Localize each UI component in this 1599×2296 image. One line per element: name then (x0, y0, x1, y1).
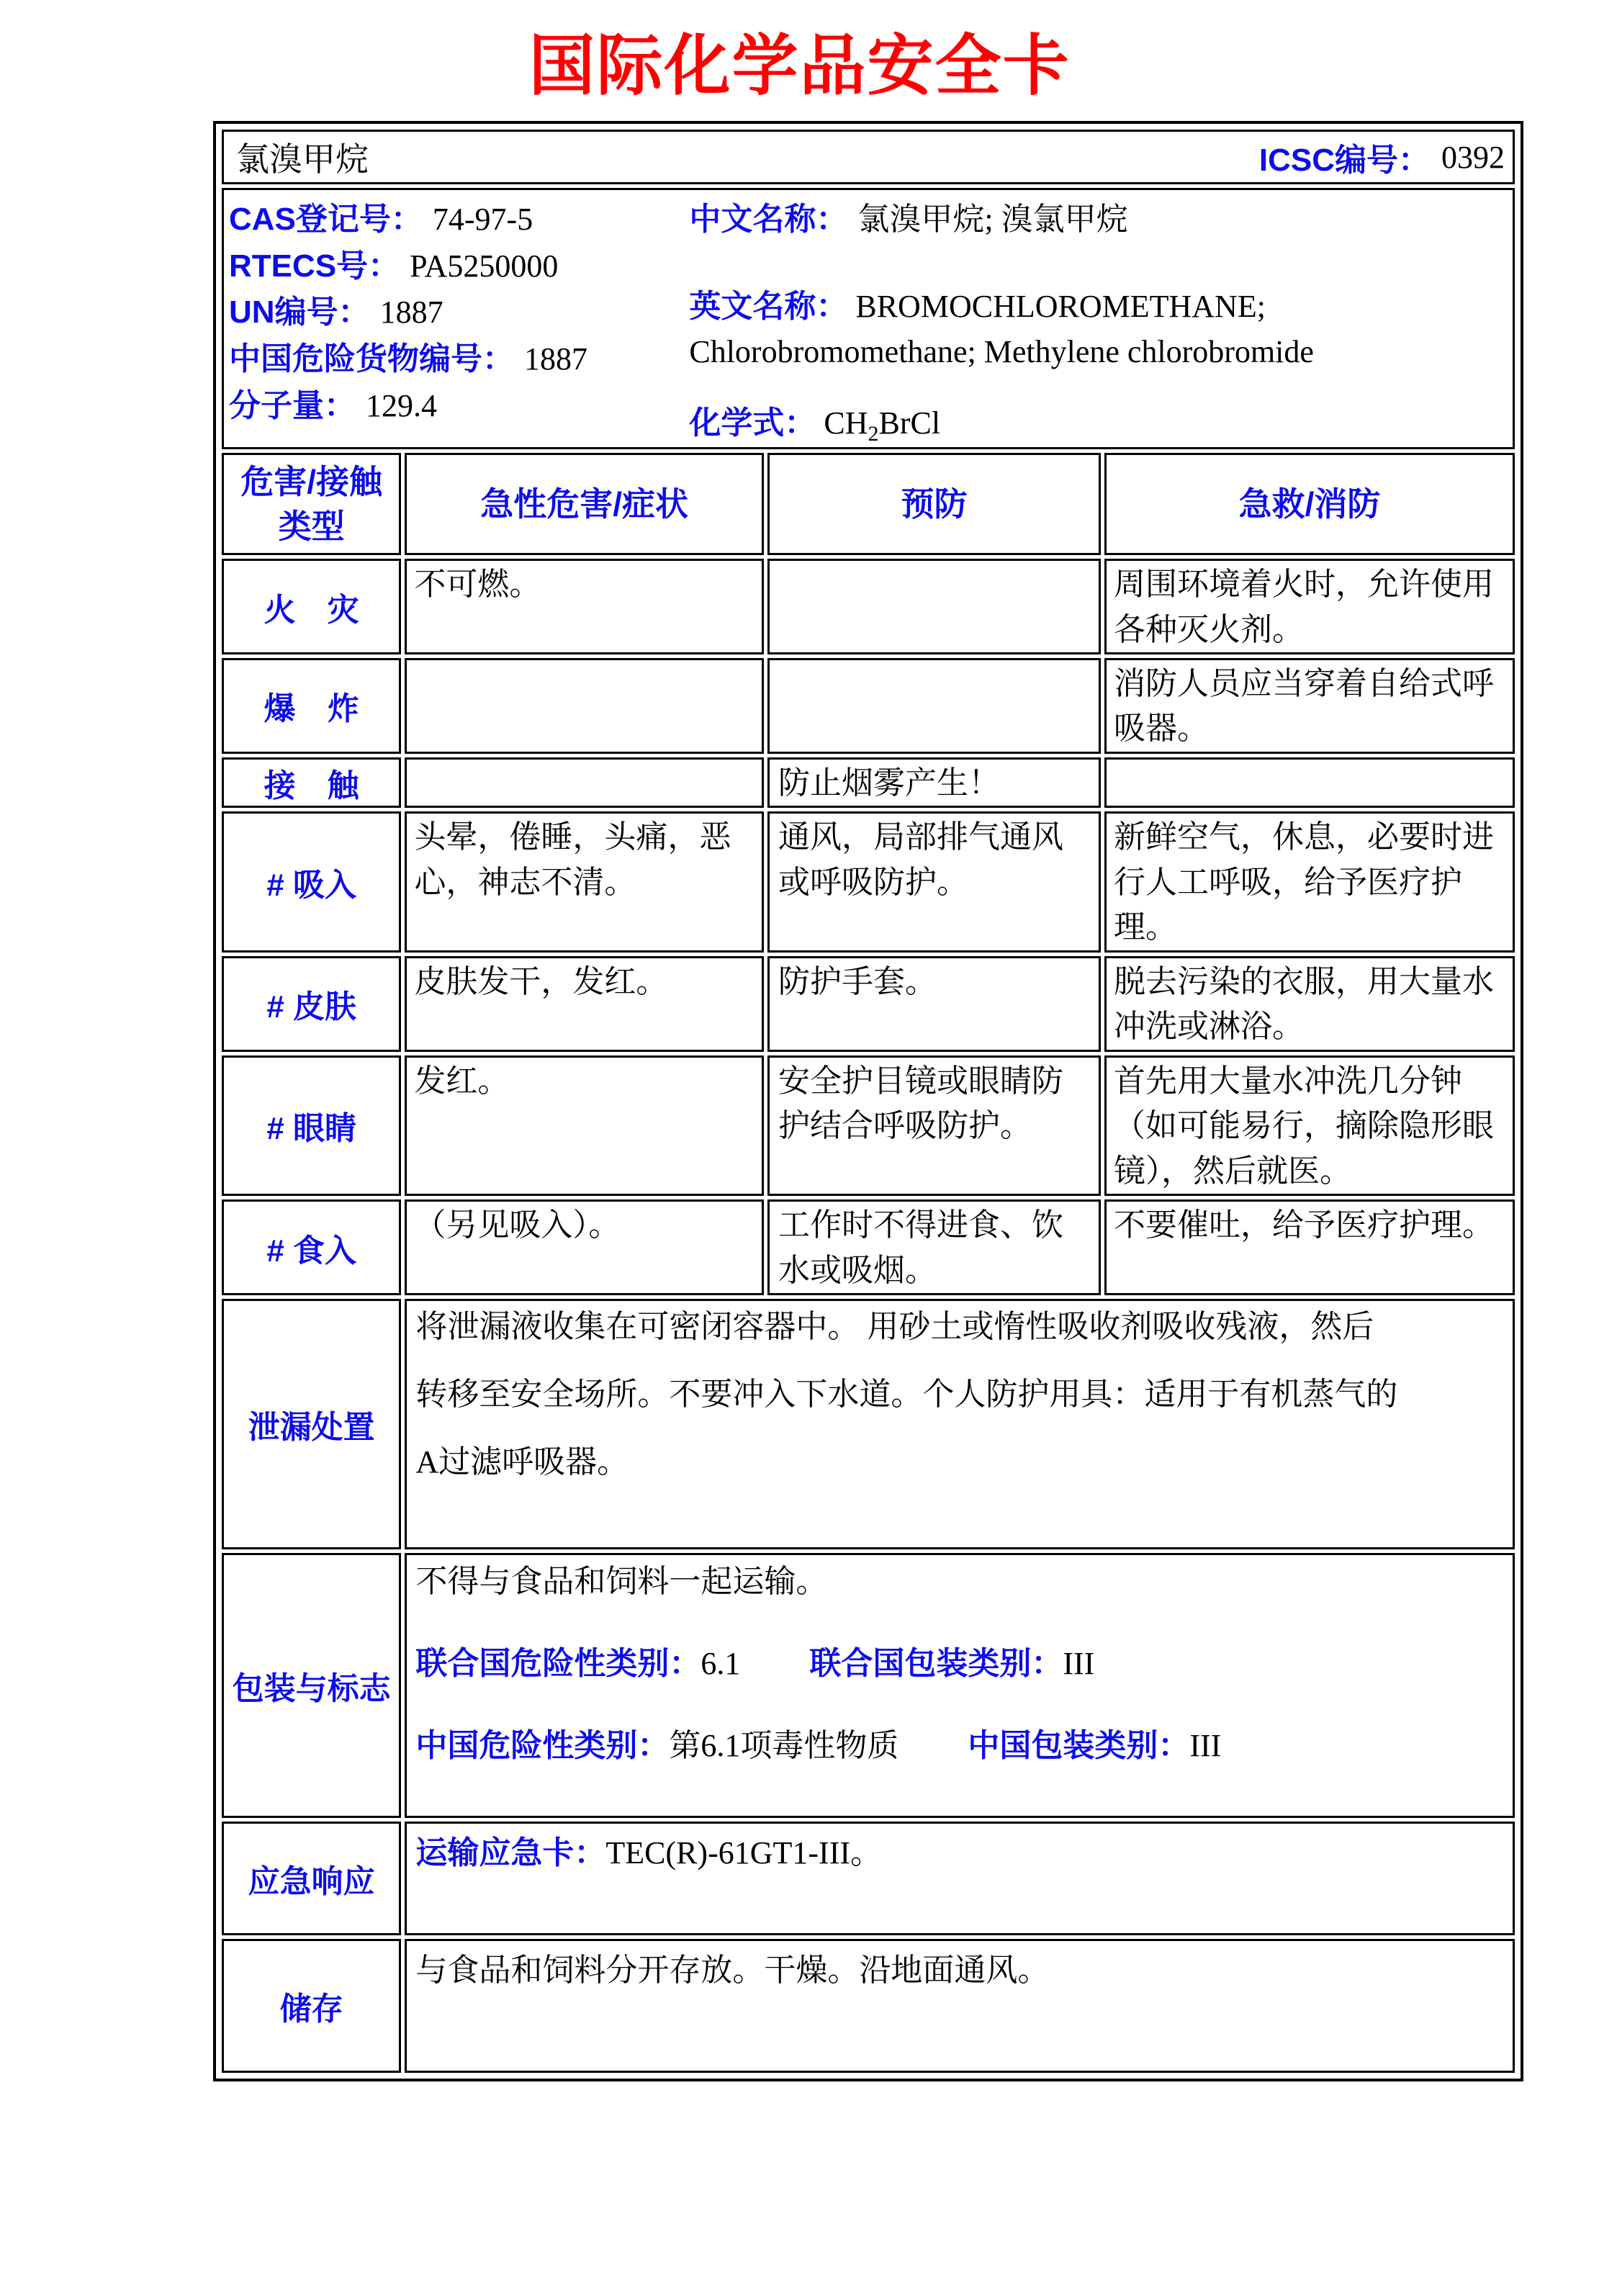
emergency-content (405, 1822, 1515, 1935)
un-packing-group-value: III (1063, 1646, 1095, 1682)
section-label-packaging: 包装与标志 (222, 1553, 401, 1818)
explosion-prevention (767, 658, 1101, 754)
cn-name-value: 氯溴甲烷; 溴氯甲烷 (857, 202, 1128, 237)
cas-label: CAS登记号： (229, 202, 423, 237)
col-header-first-aid: 急救/消防 (1104, 453, 1515, 555)
rtecs-value: PA5250000 (410, 248, 559, 284)
page-title: 国际化学品安全卡 (528, 30, 1071, 103)
hazard-type-eyes: # 眼睛 (222, 1055, 401, 1196)
eyes-first-aid: 首先用大量水冲洗几分钟（如可能易行，摘除隐形眼镜），然后就医。 (1104, 1055, 1515, 1196)
formula-line (689, 397, 1508, 446)
icsc-number (1259, 134, 1505, 180)
hazard-type-ingestion: # 食入 (222, 1199, 401, 1295)
storage-text: 与食品和饲料分开存放。干燥。沿地面通风。 (415, 1953, 1050, 1989)
un-hazard-class-value: 6.1 (701, 1646, 741, 1682)
cn-code-label: 中国危险货物编号： (229, 341, 514, 377)
formula-value: $CH_2BrCl$ (824, 405, 941, 446)
table-row-storage (222, 1939, 1515, 2073)
un-packing-group-label: 联合国包装类别： (809, 1646, 1063, 1682)
un-classification-line (415, 1640, 1503, 1688)
table-row-eyes (222, 1055, 1515, 1196)
un-label: UN编号： (229, 294, 370, 330)
rtecs-label: RTECS号： (229, 248, 400, 284)
table-row-contact (222, 757, 1515, 808)
inhalation-symptoms: 头晕，倦睡，头痛，恶心，神志不清。 (405, 811, 764, 952)
contact-symptoms (405, 757, 764, 808)
cn-name-label: 中文名称： (689, 202, 848, 237)
spillage-content (405, 1299, 1515, 1549)
hazard-header-row (222, 453, 1515, 555)
ingestion-prevention: 工作时不得进食、饮水或吸烟。 (767, 1199, 1101, 1295)
cn-classification-line (415, 1722, 1503, 1770)
hazard-type-explosion: 爆 炸 (222, 658, 401, 754)
table-row-emergency (222, 1822, 1515, 1935)
icsc-label: ICSC编号： (1258, 143, 1430, 178)
cas-value: 74-97-5 (432, 202, 533, 237)
hazard-type-contact: 接 触 (222, 757, 401, 808)
spillage-line1: 将泄漏液收集在可密闭容器中。 用砂土或惰性吸收剂吸收残液，然后 (415, 1309, 1374, 1345)
table-row-ingestion (222, 1199, 1515, 1295)
chemical-header-row (222, 130, 1515, 184)
section-label-emergency: 应急响应 (222, 1822, 401, 1935)
ingestion-symptoms: （另见吸入）。 (405, 1199, 764, 1295)
col-header-hazard-type: 危害/接触类型 (222, 453, 401, 555)
skin-symptoms: 皮肤发干，发红。 (405, 956, 764, 1052)
identifiers-right-column (689, 197, 1508, 446)
transport-emergency-card-line (415, 1829, 1503, 1877)
molecular-weight-line (229, 383, 689, 430)
eyes-prevention: 安全护目镜或眼睛防护结合呼吸防护。 (767, 1055, 1101, 1196)
contact-prevention: 防止烟雾产生！ (767, 757, 1101, 808)
table-row-packaging (222, 1553, 1515, 1818)
col-header-symptoms: 急性危害/症状 (405, 453, 764, 555)
hazard-type-skin: # 皮肤 (222, 956, 401, 1052)
identifiers-row (222, 188, 1515, 449)
un-number-line (229, 289, 689, 336)
eyes-symptoms: 发红。 (405, 1055, 764, 1196)
chinese-name-line (689, 197, 1508, 243)
english-name-block (689, 284, 1508, 376)
cn-hazard-class-label: 中国危险性类别： (415, 1728, 670, 1764)
table-row-fire (222, 559, 1515, 654)
table-row-skin (222, 956, 1515, 1052)
fire-prevention (767, 559, 1101, 654)
spillage-line3: A过滤呼吸器。 (415, 1444, 629, 1480)
hazard-type-inhalation: # 吸入 (222, 811, 401, 952)
cn-packing-group-label: 中国包装类别： (968, 1728, 1190, 1764)
table-row-explosion (222, 658, 1515, 754)
fire-first-aid: 周围环境着火时，允许使用各种灭火剂。 (1104, 559, 1515, 654)
table-row-inhalation (222, 811, 1515, 952)
skin-first-aid: 脱去污染的衣服，用大量水冲洗或淋浴。 (1104, 956, 1515, 1052)
section-label-spillage: 泄漏处置 (222, 1299, 401, 1549)
cn-packing-group-value: III (1189, 1728, 1222, 1764)
explosion-first-aid: 消防人员应当穿着自给式呼吸器。 (1104, 658, 1515, 754)
safety-card-table (218, 126, 1518, 2076)
identifiers-left-column (229, 197, 689, 446)
un-hazard-class-label: 联合国危险性类别： (415, 1646, 701, 1682)
table-row-spillage (222, 1299, 1515, 1549)
chemical-header-cell (222, 130, 1515, 184)
en-name-line1: BROMOCHLOROMETHANE; (855, 288, 1266, 324)
transport-card-value: TEC(R)-61GT1-III。 (605, 1835, 882, 1871)
cas-number-line (229, 197, 689, 243)
spillage-line2: 转移至安全场所。不要冲入下水道。个人防护用具：适用于有机蒸气的 (415, 1376, 1398, 1412)
icsc-value: 0392 (1441, 139, 1505, 175)
formula-label: 化学式： (689, 405, 816, 441)
un-value: 1887 (379, 294, 443, 330)
fire-symptoms: 不可燃。 (405, 559, 764, 654)
section-label-storage: 储存 (222, 1939, 401, 2073)
mw-label: 分子量： (229, 387, 356, 423)
explosion-symptoms (405, 658, 764, 754)
inhalation-first-aid: 新鲜空气，休息，必要时进行人工呼吸，给予医疗护理。 (1104, 811, 1515, 952)
chemical-name: 氯溴甲烷 (236, 141, 369, 178)
identifiers-cell (222, 188, 1515, 449)
chemical-header (225, 132, 1512, 181)
packaging-content (405, 1553, 1515, 1818)
transport-card-label: 运输应急卡： (415, 1835, 606, 1871)
identifiers-block (225, 191, 1512, 446)
skin-prevention: 防护手套。 (767, 956, 1101, 1052)
cn-code-value: 1887 (524, 341, 587, 377)
mw-value: 129.4 (366, 387, 437, 423)
en-name-line2: Chlorobromomethane; Methylene chlorobromide (689, 334, 1314, 370)
col-header-prevention: 预防 (767, 453, 1101, 555)
cn-dangerous-goods-line (229, 336, 689, 383)
safety-card (213, 121, 1523, 2081)
rtecs-number-line (229, 243, 689, 290)
hazard-type-fire: 火 灾 (222, 559, 401, 654)
packaging-transport-note: 不得与食品和饲料一起运输。 (415, 1564, 828, 1600)
contact-first-aid (1104, 757, 1515, 808)
cn-hazard-class-value: 第6.1项毒性物质 (669, 1728, 899, 1764)
inhalation-prevention: 通风，局部排气通风或呼吸防护。 (767, 811, 1101, 952)
ingestion-first-aid: 不要催吐，给予医疗护理。 (1104, 1199, 1515, 1295)
en-name-label: 英文名称： (689, 288, 848, 324)
storage-content (405, 1939, 1515, 2073)
